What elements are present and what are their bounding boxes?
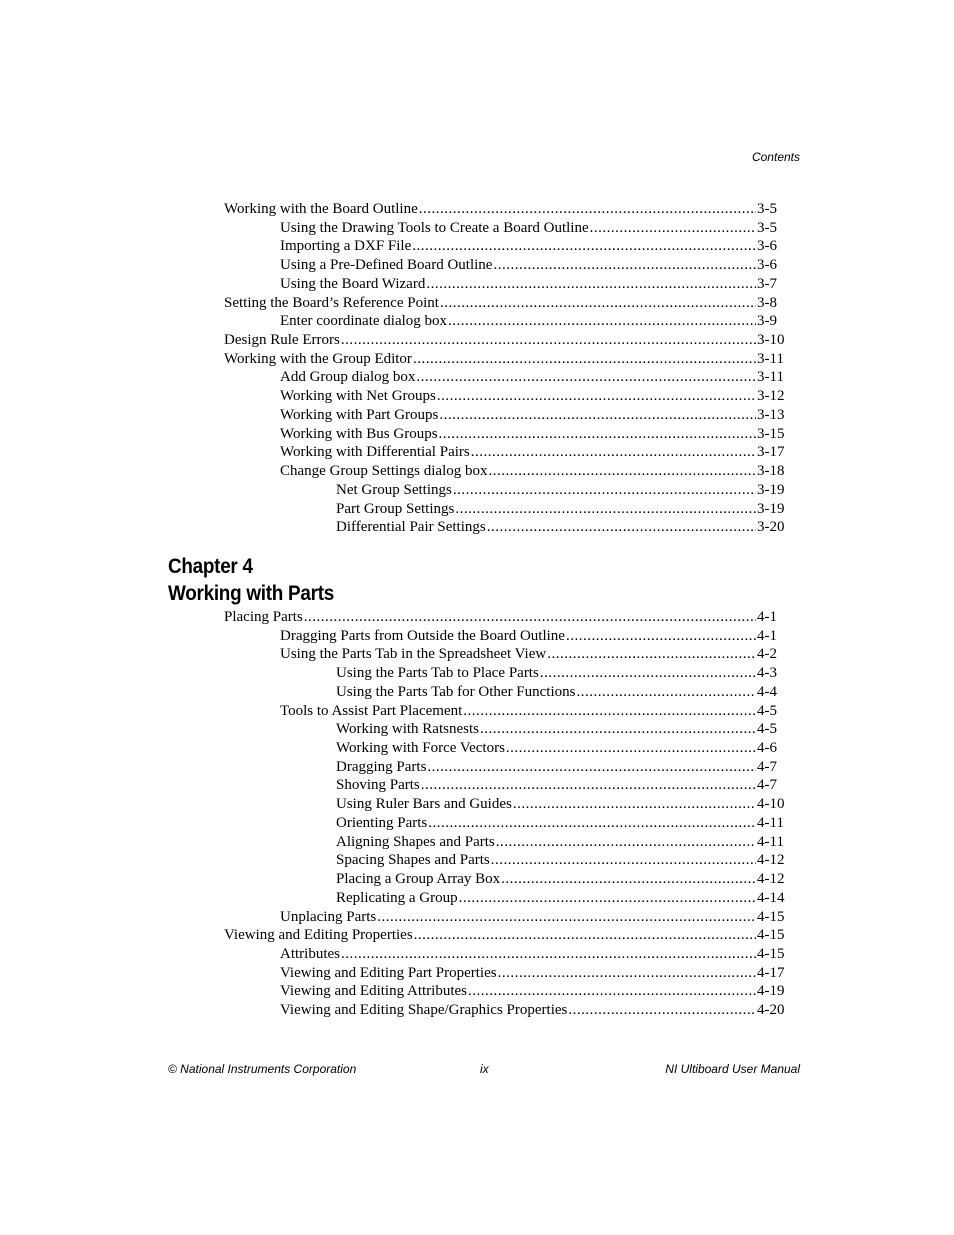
toc-entry-title: Design Rule Errors bbox=[224, 332, 340, 349]
toc-entry-title: Enter coordinate dialog box bbox=[280, 313, 448, 330]
toc-dot-leader bbox=[480, 720, 756, 739]
toc-entry-title: Working with Ratsnests bbox=[336, 721, 479, 738]
toc-entry-page: 3-19 bbox=[757, 481, 785, 498]
toc-entry[interactable] bbox=[224, 200, 786, 219]
toc-entry-page: 3-15 bbox=[757, 425, 785, 442]
toc-entry-page: 4-3 bbox=[757, 665, 777, 682]
toc-dot-leader bbox=[491, 851, 756, 870]
toc-entry-title: Working with the Board Outline bbox=[224, 201, 418, 217]
toc-entry[interactable] bbox=[224, 608, 786, 627]
toc-dot-leader bbox=[463, 702, 756, 721]
toc-entry-page: 4-14 bbox=[757, 889, 785, 906]
toc-entry-title: Using Ruler Bars and Guides bbox=[336, 796, 512, 813]
toc-entry[interactable] bbox=[280, 645, 786, 664]
toc-entry[interactable] bbox=[280, 945, 786, 964]
toc-entry[interactable] bbox=[280, 237, 786, 256]
footer-page-number: ix bbox=[480, 1062, 489, 1076]
toc-dot-leader bbox=[439, 406, 756, 425]
toc-dot-leader bbox=[440, 294, 756, 313]
running-header: Contents bbox=[751, 150, 800, 164]
toc-entry[interactable] bbox=[336, 720, 786, 739]
toc-dot-leader bbox=[427, 758, 756, 777]
toc-dot-leader bbox=[428, 814, 756, 833]
toc-entry-title: Viewing and Editing Part Properties bbox=[280, 964, 497, 981]
toc-entry-page: 4-11 bbox=[757, 833, 784, 850]
toc-entry-page: 4-12 bbox=[757, 871, 785, 888]
toc-entry-page: 3-11 bbox=[757, 350, 784, 367]
toc-entry-title: Working with Part Groups bbox=[280, 406, 439, 423]
toc-entry[interactable] bbox=[280, 368, 786, 387]
toc-dot-leader bbox=[590, 219, 756, 238]
toc-entry-title: Change Group Settings dialog box bbox=[280, 463, 488, 480]
toc-entry-title: Add Group dialog box bbox=[280, 369, 416, 386]
toc-entry-page: 3-12 bbox=[757, 388, 785, 405]
toc-entry[interactable] bbox=[336, 500, 786, 519]
toc-dot-leader bbox=[547, 645, 756, 664]
toc-entry-title: Replicating a Group bbox=[336, 889, 458, 906]
footer-manual-title: NI Ultiboard User Manual bbox=[665, 1062, 800, 1076]
toc-dot-leader bbox=[341, 331, 756, 350]
toc-dot-leader bbox=[437, 387, 756, 406]
toc-entry-page: 3-13 bbox=[757, 406, 785, 423]
toc-dot-leader bbox=[414, 926, 756, 945]
toc-entry-title: Dragging Parts bbox=[336, 758, 427, 775]
toc-entry-title: Part Group Settings bbox=[336, 500, 455, 517]
toc-entry-page: 4-7 bbox=[757, 777, 777, 794]
toc-entry-page: 4-5 bbox=[757, 721, 777, 738]
toc-entry-title: Using the Parts Tab to Place Parts bbox=[336, 665, 539, 682]
toc-dot-leader bbox=[468, 982, 756, 1001]
chapter-title: Working with Parts bbox=[168, 582, 334, 605]
toc-entry[interactable] bbox=[280, 425, 786, 444]
toc-dot-leader bbox=[439, 425, 756, 444]
toc-entry[interactable] bbox=[280, 702, 786, 721]
toc-entry-page: 4-10 bbox=[757, 796, 785, 813]
toc-dot-leader bbox=[566, 627, 756, 646]
toc-entry-title: Using the Parts Tab in the Spreadsheet View bbox=[280, 646, 547, 663]
toc-entry[interactable] bbox=[336, 664, 786, 683]
toc-entry-title: Importing a DXF File bbox=[280, 238, 412, 255]
toc-entry[interactable] bbox=[280, 443, 786, 462]
toc-entry-title: Working with Differential Pairs bbox=[280, 444, 470, 461]
toc-entry-page: 3-5 bbox=[757, 219, 777, 236]
toc-entry[interactable] bbox=[280, 275, 786, 294]
toc-entry-title: Aligning Shapes and Parts bbox=[336, 833, 495, 850]
toc-entry[interactable] bbox=[336, 776, 786, 795]
toc-entry[interactable] bbox=[280, 982, 786, 1001]
toc-entry-page: 4-19 bbox=[757, 983, 785, 1000]
toc-entry-title: Attributes bbox=[280, 945, 340, 962]
toc-entry-title: Working with Net Groups bbox=[280, 388, 436, 405]
toc-entry[interactable] bbox=[280, 964, 786, 983]
toc-dot-leader bbox=[413, 350, 756, 369]
toc-entry-page: 4-4 bbox=[757, 683, 777, 700]
toc-entry[interactable] bbox=[336, 795, 786, 814]
toc-entry[interactable] bbox=[336, 683, 786, 702]
toc-dot-leader bbox=[576, 683, 756, 702]
toc-dot-leader bbox=[459, 889, 756, 908]
toc-entry-page: 3-6 bbox=[757, 257, 777, 274]
toc-entry-title: Spacing Shapes and Parts bbox=[336, 852, 490, 869]
toc-dot-leader bbox=[412, 237, 756, 256]
toc-entry[interactable] bbox=[280, 406, 786, 425]
toc-entry[interactable] bbox=[336, 870, 786, 889]
toc-dot-leader bbox=[416, 368, 756, 387]
toc-entry-title: Placing a Group Array Box bbox=[336, 871, 501, 888]
toc-dot-leader bbox=[421, 776, 756, 795]
toc-entry[interactable] bbox=[336, 889, 786, 908]
toc-entry-page: 4-17 bbox=[757, 964, 785, 981]
toc-dot-leader bbox=[501, 870, 756, 889]
chapter-number: Chapter 4 bbox=[168, 555, 253, 578]
toc-dot-leader bbox=[471, 443, 756, 462]
toc-entry-title: Differential Pair Settings bbox=[336, 519, 486, 536]
toc-dot-leader bbox=[377, 908, 756, 927]
toc-entry-page: 3-18 bbox=[757, 463, 785, 480]
toc-dot-leader bbox=[448, 312, 756, 331]
toc-entry[interactable] bbox=[280, 462, 786, 481]
toc-entry-page: 3-5 bbox=[757, 201, 777, 217]
toc-dot-leader bbox=[498, 964, 756, 983]
toc-entry[interactable] bbox=[280, 627, 786, 646]
toc-entry-page: 4-2 bbox=[757, 646, 777, 663]
toc-entry-title: Orienting Parts bbox=[336, 814, 428, 831]
toc-entry-page: 4-15 bbox=[757, 945, 785, 962]
toc-entry-page: 3-9 bbox=[757, 313, 777, 330]
toc-dot-leader bbox=[455, 500, 756, 519]
toc-entry-title: Using the Board Wizard bbox=[280, 275, 426, 292]
toc-entry-title: Dragging Parts from Outside the Board Outline bbox=[280, 627, 565, 644]
toc-dot-leader bbox=[341, 945, 756, 964]
toc-entry-page: 3-8 bbox=[757, 294, 777, 311]
toc-entry[interactable] bbox=[336, 518, 786, 537]
toc-entry[interactable] bbox=[224, 294, 786, 313]
toc-entry[interactable] bbox=[280, 219, 786, 238]
toc-entry-page: 4-6 bbox=[757, 740, 777, 757]
toc-dot-leader bbox=[493, 256, 756, 275]
toc-entry[interactable] bbox=[280, 387, 786, 406]
toc-entry[interactable] bbox=[336, 481, 786, 500]
toc-dot-leader bbox=[304, 608, 756, 627]
toc-entry[interactable] bbox=[224, 926, 786, 945]
toc-entry-title: Working with Force Vectors bbox=[336, 740, 505, 757]
footer-copyright: © National Instruments Corporation bbox=[168, 1062, 357, 1076]
toc-entry[interactable] bbox=[336, 739, 786, 758]
toc-entry[interactable] bbox=[336, 833, 786, 852]
toc-dot-leader bbox=[568, 1001, 756, 1020]
toc-entry[interactable] bbox=[280, 908, 786, 927]
toc-entry-title: Viewing and Editing Attributes bbox=[280, 983, 467, 1000]
toc-entry-title: Working with Bus Groups bbox=[280, 425, 438, 442]
toc-entry[interactable] bbox=[224, 331, 786, 350]
toc-entry-page: 4-11 bbox=[757, 814, 784, 831]
toc-entry[interactable] bbox=[280, 312, 786, 331]
toc-dot-leader bbox=[513, 795, 756, 814]
toc-entry-title: Unplacing Parts bbox=[280, 908, 377, 925]
toc-entry-page: 3-17 bbox=[757, 444, 785, 461]
toc-entry-page: 3-20 bbox=[757, 519, 785, 536]
toc-dot-leader bbox=[506, 739, 756, 758]
toc-dot-leader bbox=[426, 275, 756, 294]
toc-dot-leader bbox=[419, 200, 756, 219]
toc-entry-title: Viewing and Editing Shape/Graphics Properties bbox=[280, 1002, 568, 1019]
toc-entry[interactable] bbox=[280, 1001, 786, 1020]
toc-entry[interactable] bbox=[280, 256, 786, 275]
toc-entry-page: 4-20 bbox=[757, 1002, 785, 1019]
toc-entry-title: Using a Pre-Defined Board Outline bbox=[280, 257, 493, 274]
toc-entry-title: Viewing and Editing Properties bbox=[224, 927, 413, 944]
toc-dot-leader bbox=[453, 481, 756, 500]
toc-entry[interactable] bbox=[336, 814, 786, 833]
toc-entry-page: 4-1 bbox=[757, 609, 777, 625]
toc-dot-leader bbox=[488, 462, 756, 481]
toc-entry-title: Shoving Parts bbox=[336, 777, 420, 794]
toc-entry-page: 3-7 bbox=[757, 275, 777, 292]
toc-entry-page: 4-12 bbox=[757, 852, 785, 869]
toc-entry[interactable] bbox=[336, 851, 786, 870]
toc-entry-page: 4-5 bbox=[757, 702, 777, 719]
toc-entry-page: 4-15 bbox=[757, 908, 785, 925]
toc-entry-title: Using the Parts Tab for Other Functions bbox=[336, 683, 576, 700]
toc-entry-title: Using the Drawing Tools to Create a Board Outline bbox=[280, 219, 589, 236]
toc-entry-page: 3-11 bbox=[757, 369, 784, 386]
toc-entry-page: 4-1 bbox=[757, 627, 777, 644]
toc-entry-page: 3-19 bbox=[757, 500, 785, 517]
toc-entry-page: 4-7 bbox=[757, 758, 777, 775]
toc-entry-title: Net Group Settings bbox=[336, 481, 452, 498]
toc-entry-title: Working with the Group Editor bbox=[224, 350, 412, 367]
toc-entry-page: 3-10 bbox=[757, 332, 785, 349]
toc-entry-title: Setting the Board’s Reference Point bbox=[224, 294, 439, 311]
toc-entry-title: Placing Parts bbox=[224, 609, 303, 625]
toc-entry[interactable] bbox=[336, 758, 786, 777]
toc-dot-leader bbox=[487, 518, 756, 537]
toc-entry-page: 4-15 bbox=[757, 927, 785, 944]
toc-entry[interactable] bbox=[224, 350, 786, 369]
toc-dot-leader bbox=[540, 664, 756, 683]
toc-entry-title: Tools to Assist Part Placement bbox=[280, 702, 463, 719]
toc-entry-page: 3-6 bbox=[757, 238, 777, 255]
toc-dot-leader bbox=[496, 833, 756, 852]
